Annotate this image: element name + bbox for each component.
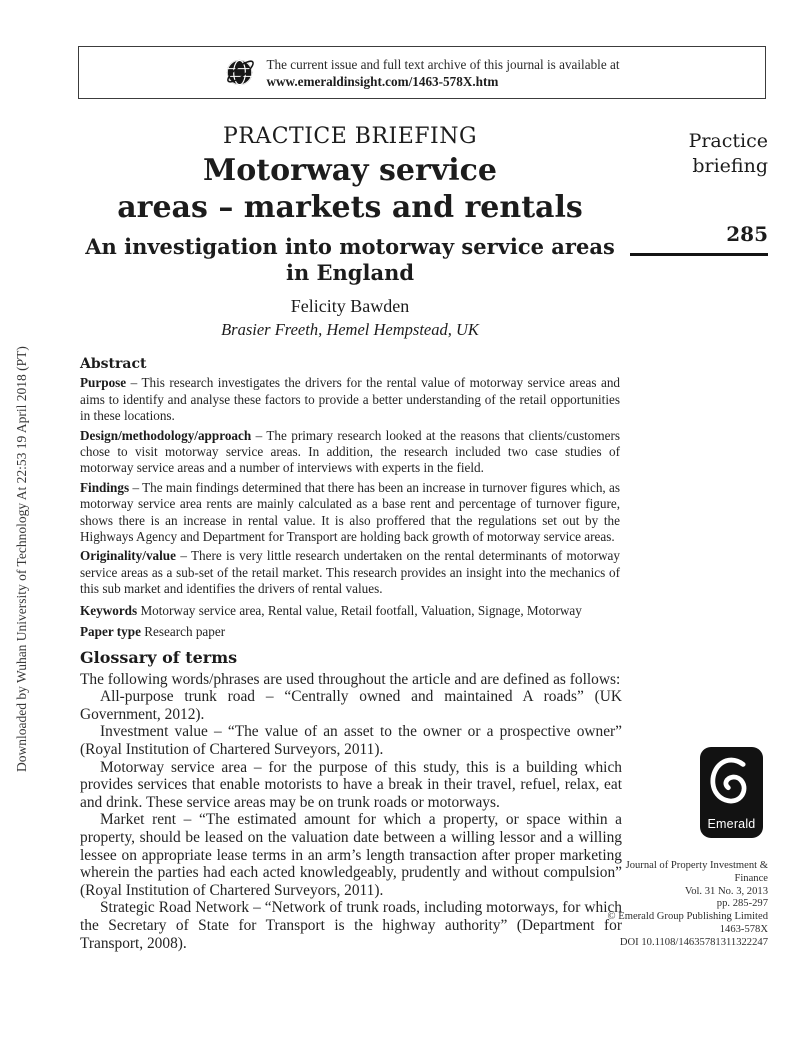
abstract-findings-text: – The main findings determined that there has been an increase in turnover figures which, as motorway service area rents are mainly calculated as a base rent and percentage of turnover figure, shows there is an increase in rental value. It is also proffered that the regulations set out by the Highways Agency and Department for Transport are holding back growth of motorway service areas. — [80, 479, 620, 545]
running-head — [689, 129, 768, 179]
emerald-logo-label: Emerald — [707, 817, 756, 831]
abstract-purpose-text: – This research investigates the drivers for the rental value of motorway service areas and aims to identify and analyse these factors to provide a better understanding of the retail opportunities in these locations. — [80, 375, 621, 424]
article-title-line2: areas – markets and rentals — [117, 190, 583, 225]
emerald-logo — [700, 747, 763, 838]
keywords-line — [80, 603, 620, 619]
heading-block — [80, 124, 620, 340]
abstract-findings-label: Findings — [80, 479, 130, 495]
glossary-heading: Glossary of terms — [80, 648, 238, 667]
paper-type-label: Paper type — [80, 624, 141, 640]
glossary-term-motorway-service-area: Motorway service area – for the purpose of this study, this is a building which provides services that enable motorists to have a break in their travel, refuel, relax, eat and drink. These service areas may be on trunk roads or motorways. — [80, 758, 622, 811]
keywords-label: Keywords — [80, 602, 138, 618]
article-subtitle: An investigation into motorway service areas in England — [85, 234, 615, 285]
citation-copyright: © Emerald Group Publishing Limited — [607, 911, 768, 923]
emerald-spiral-icon — [705, 753, 758, 815]
citation-doi: DOI 10.1108/14635781311322247 — [619, 936, 768, 948]
abstract-originality-label: Originality/value — [80, 548, 176, 564]
author-name: Felicity Bawden — [290, 296, 410, 316]
banner-content — [224, 56, 619, 90]
page-number: 285 — [726, 222, 768, 246]
citation-pages: pp. 285-297 — [716, 898, 768, 910]
running-head-line1: Practice — [688, 130, 768, 152]
author-affiliation: Brasier Freeth, Hemel Hempstead, UK — [221, 320, 479, 339]
margin-rule — [630, 253, 768, 256]
glossary-term-investment-value: Investment value – “The value of an asset to the owner or a prospective owner” (Royal Institution of Chartered Surveyors, 2011). — [80, 723, 622, 758]
abstract-purpose-label: Purpose — [80, 375, 127, 391]
paper-type-text: Research paper — [144, 624, 226, 640]
journal-availability-banner — [78, 46, 766, 99]
paper-type-line — [80, 624, 620, 640]
section-label: PRACTICE BRIEFING — [222, 124, 478, 149]
abstract-originality — [80, 548, 620, 597]
glossary-term-trunk-road: All-purpose trunk road – “Centrally owned and maintained A roads” (UK Government, 2012). — [80, 688, 622, 723]
abstract-purpose — [80, 375, 620, 424]
banner-line1: The current issue and full text archive of this journal is available at — [266, 56, 620, 72]
article-title-line1: Motorway service — [203, 153, 497, 188]
banner-text — [266, 56, 619, 90]
abstract-design-label: Design/methodology/approach — [80, 427, 252, 443]
abstract-design — [80, 428, 620, 477]
keywords-text: Motorway service area, Rental value, Retail footfall, Valuation, Signage, Motorway — [140, 602, 582, 618]
glossary-term-market-rent: Market rent – “The estimated amount for which a property, or space within a property, should be leased on the valuation date between a willing lessor and a willing lessee on appropriate lease terms in an arm’s length transaction after proper marketing wherein the parties had each acted knowledgeably, prudently and without compulsion” (Royal Institution of Chartered Surveyors, 2011). — [80, 811, 622, 899]
abstract-originality-text: – There is very little research undertaken on the rental determinants of motorway service areas as a sub-set of the retail market. This research provides an insight into the mechanics of this sub market and identifies the drivers of rental values. — [80, 548, 621, 597]
article-title — [80, 152, 620, 226]
globe-icon — [224, 56, 257, 89]
citation-journal-line1: Journal of Property Investment & — [625, 860, 768, 871]
citation-issn: 1463-578X — [719, 923, 768, 935]
abstract-heading: Abstract — [80, 356, 147, 372]
abstract-design-text: – The primary research looked at the reasons that clients/customers chose to visit motorway service areas. In addition, the research included two case studies of motorway service areas and a number of interviews with experts in the field. — [80, 427, 620, 476]
citation-volume: Vol. 31 No. 3, 2013 — [684, 885, 768, 897]
glossary-intro: The following words/phrases are used throughout the article and are defined as follows: — [80, 670, 621, 688]
journal-url-link[interactable]: www.emeraldinsight.com/1463-578X.htm — [266, 73, 499, 89]
download-watermark: Downloaded by Wuhan University of Technology At 22:53 19 April 2018 (PT) — [14, 346, 29, 772]
citation-journal-line2: Finance — [734, 872, 768, 884]
abstract-findings — [80, 480, 620, 546]
running-head-line2: briefing — [692, 155, 768, 177]
abstract-section — [80, 356, 620, 644]
glossary-section — [80, 649, 622, 952]
glossary-term-strategic-road-network: Strategic Road Network – “Network of trunk roads, including motorways, for which the Secretary of State for Transport is the highway authority” (Department for Transport, 2008). — [80, 899, 622, 952]
citation-block — [608, 860, 768, 950]
